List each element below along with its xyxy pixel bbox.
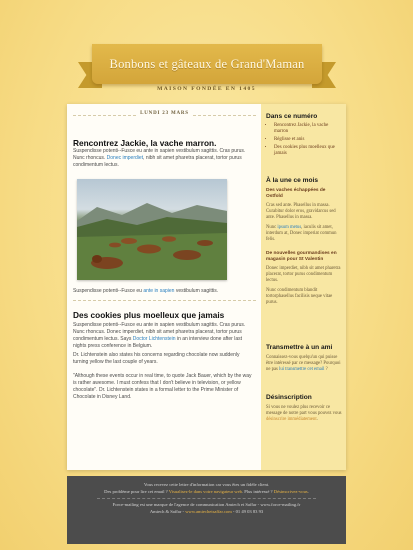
news-block — [266, 177, 342, 306]
article-cookies — [73, 310, 256, 401]
footer-line4-a: Amiech & Saffar - — [149, 508, 186, 514]
news1-p2-b: , iaculis sit amet, interdum at, Donec imperiat commun felis. — [266, 225, 337, 242]
toc-item[interactable]: • Des cookies plus moelleux que jamais — [274, 145, 342, 157]
share-block — [266, 344, 342, 373]
footer-line3: Force-mailing est une marque de l'agence de communication Amiech et Saffar - www.force-mailing.fr — [112, 502, 301, 507]
photo-caption-text-2: vestibulum sagittis. — [174, 288, 219, 294]
news1-heading: Des vaches échappées de Ostfold — [266, 188, 326, 199]
article-cookies-p3: "Although these events occur in real time, to quote Jack Bauer, which by the way is rather awesome. I must confess that I don't believe in television, or yellow chocolate". Dr. Lichtenstein states in a formal letter to the Prime Minister of Chocolate in Disney Land. — [73, 373, 252, 400]
news2-heading: De nouvelles gourmandises en magasin pour St Valentin — [266, 251, 337, 262]
article-jackie-intro — [73, 148, 256, 169]
photo-caption — [73, 288, 256, 295]
forward-email-link[interactable]: lui transmettre cet email — [279, 367, 325, 372]
article-jackie-title: Rencontrez Jackie, la vache marron. — [73, 138, 217, 148]
share-text — [266, 355, 342, 373]
unsubscribe-title: Désinscription — [266, 394, 312, 401]
footer-line4 — [67, 509, 346, 516]
footer — [67, 476, 346, 544]
news1-p1: Cras sed ante. Phasellus in massa. Curabitur dolor eros, gravidarcus sed ante. Phasellus in massa. — [266, 203, 336, 220]
photo-caption-text-1: Suspendisse potenti--Fusce eu — [73, 288, 144, 294]
newsletter-title: Bonbons et gâteaux de Grand'Maman — [109, 56, 305, 71]
unsubscribe-text-a: Si vous ne voulez plus recevoir ce message de notre part vous pouvez vous — [266, 405, 342, 416]
share-title: Transmettre à un ami — [266, 344, 333, 351]
unsubscribe-link[interactable]: désinscrire immédiatement — [266, 417, 317, 422]
news2-p1: Donec imperdiet, nibh sit amet pharetra placerat, tortor purus condimentum lectus. — [266, 266, 341, 283]
footer-line1: Vous recevez cette lettre d'information car vous êtes un fidèle client. — [143, 482, 270, 487]
share-text-b: ? — [324, 367, 328, 372]
cows-photo-illustration — [77, 179, 227, 280]
ipsum-metus-link[interactable]: ipsum metus — [277, 225, 302, 230]
news1-p2-a: Nunc — [266, 225, 278, 230]
news-title: À la une ce mois — [266, 177, 319, 184]
ante-in-sapien-link[interactable]: ante in sapien — [143, 288, 175, 294]
footer-line2-a: Des problème pour lire cet email ? — [104, 488, 169, 494]
view-in-browser-link[interactable]: Visualisez-le dans votre navigateur web — [168, 488, 242, 494]
article-cookies-p1-b: in an interview done after last nights press conference in Belgium. — [73, 336, 242, 349]
toc-item[interactable]: • Rencontrez Jackie, la vache marron — [274, 123, 342, 135]
newsletter-sheet — [67, 104, 346, 470]
article-cookies-title: Des cookies plus moelleux que jamais — [73, 310, 225, 320]
unsubscribe-text-b: . — [316, 417, 318, 422]
issue-date: LUNDI 23 MARS — [136, 111, 193, 116]
sidebar — [261, 104, 346, 470]
share-text-a: Connaissez-vous quelqu'un qui puisse être intéressé par ce message? Pourquoi ne pas — [266, 355, 341, 372]
main-column — [73, 104, 256, 400]
footer-divider — [97, 498, 316, 499]
news1-p2 — [266, 225, 342, 243]
article-divider — [73, 300, 256, 301]
article-jackie-text-1: Suspendisse potenti--Fusce eu ante in sapien vestibulum sagittis. Cras purus. Nunc rhoncus. — [73, 148, 246, 161]
article-cookies-p2: Dr. Lichtenstein also states his concerns regarding chocolate now suddenly turning yellow the last couple of years. — [73, 352, 240, 365]
article-cookies-p1-a: Suspendisse potenti--Fusce eu ante in sapien vestibulum sagittis. Cras purus. Nunc rhoncus. Donec imperdiet, nibh sit amet pharetra placerat, tortor purus condimentum lectus. Says — [73, 322, 246, 342]
dateline — [73, 104, 256, 130]
unsubscribe-block — [266, 394, 342, 423]
founded-tagline: MAISON FONDÉE EN 1405 — [157, 86, 256, 92]
ribbon-banner — [92, 44, 322, 84]
donec-imperdiet-link[interactable]: Donec imperdiet — [106, 155, 144, 161]
toc-block — [266, 113, 342, 159]
footer-line2-c: . — [307, 488, 309, 494]
footer-line2-b: . Plus intéressé ? — [241, 488, 274, 494]
footer-line2 — [67, 489, 346, 496]
toc-list — [266, 123, 342, 157]
agency-website-link[interactable]: www.amiechetsaffar.com — [185, 508, 232, 514]
doctor-lichtenstein-link[interactable]: Doctor Lichtenstein — [132, 336, 176, 342]
article-jackie-text-2: , nibh sit amet pharetra placerat, tortor purus condimentum lectus. — [73, 155, 242, 168]
news2-p2: Nunc condimentum blandit tortorphasellus facilisis neque vitae purus. — [266, 288, 333, 305]
article-cookies-p1 — [73, 322, 256, 350]
toc-item[interactable]: • Réglisse et anis — [274, 137, 342, 143]
footer-unsubscribe-link[interactable]: Désinscrivez-vous — [273, 488, 308, 494]
footer-line4-b: - 01 49 03 83 93 — [231, 508, 264, 514]
unsubscribe-text — [266, 405, 342, 423]
cows-photo — [77, 179, 227, 280]
article-jackie — [73, 138, 256, 169]
toc-title: Dans ce numéro — [266, 113, 318, 120]
